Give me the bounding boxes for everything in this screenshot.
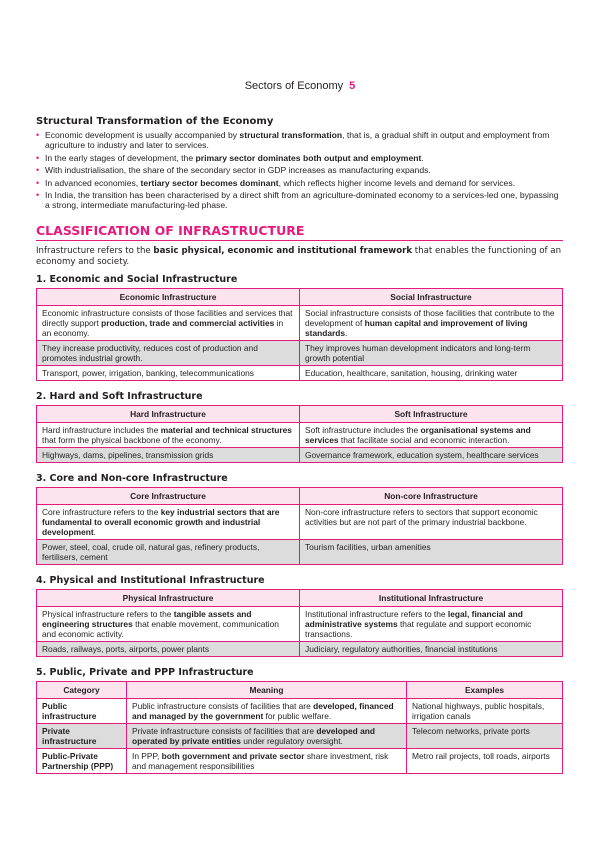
text-run: for public welfare. <box>263 710 332 721</box>
table-cell <box>300 606 563 641</box>
text-run: Public infrastructure consists of facilities that are <box>132 700 314 711</box>
comparison-table <box>36 487 563 565</box>
text-run: . <box>421 152 424 163</box>
text-run: With industrialisation, the share of the secondary sector in GDP increases as manufacturing expands. <box>45 165 431 176</box>
bold-text: tangible assets and engineering structures <box>42 608 252 629</box>
table-cell <box>37 340 300 365</box>
table-cell <box>407 723 563 748</box>
category-cell <box>37 698 127 723</box>
text-run: In the early stages of development, the <box>45 152 196 163</box>
comparison-table <box>36 288 563 381</box>
table-cell <box>300 641 563 656</box>
table-cell <box>300 340 563 365</box>
text-run: . <box>345 327 348 338</box>
column-header: Physical Infrastructure <box>37 589 300 606</box>
text-run: Social infrastructure consists of those facilities that contribute to the development of <box>305 307 555 328</box>
table-row <box>37 539 563 564</box>
table-cell <box>127 748 407 773</box>
text-run: Governance framework, education system, healthcare services <box>305 449 539 460</box>
bullet-item <box>36 153 563 163</box>
table-cell <box>407 748 563 773</box>
text-run: Transport, power, irrigation, banking, telecommunications <box>42 367 254 378</box>
text-run: Economic development is usually accompanied by <box>45 130 240 140</box>
text-run: They increase productivity, reduces cost of production and promotes industrial growth. <box>42 342 258 363</box>
table-cell <box>37 539 300 564</box>
bold-text: key industrial sectors that are fundamental to overall economic growth and industrial development <box>42 506 280 537</box>
table-row <box>37 305 563 340</box>
text-run: Infrastructure refers to the <box>36 245 154 256</box>
text-run: that enables the functioning of an economy and society. <box>36 245 562 268</box>
bold-text: developed and operated by private entities <box>132 725 375 746</box>
bold-text: legal, financial and administrative systems <box>305 608 523 629</box>
structural-bullet-list <box>36 130 563 211</box>
bold-text: developed, financed and managed by the government <box>132 700 394 721</box>
text-run: Education, healthcare, sanitation, housing, drinking water <box>305 367 518 378</box>
table-row <box>37 606 563 641</box>
bullet-item <box>36 165 563 175</box>
ppp-section-title: 5. Public, Private and PPP Infrastructure <box>36 666 254 678</box>
table-row <box>37 504 563 539</box>
section-title: 2. Hard and Soft Infrastructure <box>36 390 203 402</box>
bold-text: human capital and improvement of living standards <box>305 317 528 338</box>
column-header: Core Infrastructure <box>37 487 300 504</box>
classification-heading: CLASSIFICATION OF INFRASTRUCTURE <box>36 223 563 241</box>
classification-intro <box>36 246 563 269</box>
table-row <box>37 698 563 723</box>
column-header: Category <box>37 681 127 698</box>
text-run: under regulatory oversight. <box>240 735 343 746</box>
text-run: Judiciary, regulatory authorities, financial institutions <box>305 643 498 654</box>
table-cell <box>300 422 563 447</box>
table-cell <box>300 365 563 380</box>
table-row <box>37 422 563 447</box>
structural-heading: Structural Transformation of the Economy <box>36 116 274 127</box>
text-run: Core infrastructure refers to the <box>42 506 161 517</box>
table-cell <box>37 365 300 380</box>
text-run: Non-core infrastructure refers to sectors that support economic activities but are not part of the primary industrial backbone. <box>305 506 538 527</box>
text-run: that regulate and support economic transactions. <box>305 618 532 639</box>
table-cell <box>37 504 300 539</box>
table-cell <box>37 641 300 656</box>
table-cell <box>407 698 563 723</box>
chapter-title: Sectors of Economy <box>244 80 344 92</box>
page-header <box>0 80 600 92</box>
text-run: Economic infrastructure consists of those facilities and services that directly support <box>42 307 293 328</box>
bold-text: organisational systems and services <box>305 424 531 445</box>
text-run: National highways, public hospitals, irrigation canals <box>412 700 545 721</box>
bullet-icon: • <box>36 130 40 140</box>
bold-text: structural transformation <box>239 130 343 140</box>
section-title: 4. Physical and Institutional Infrastructure <box>36 574 265 586</box>
text-run: , that is, a gradual shift in output and employment from agriculture to industry and later to services. <box>45 130 550 151</box>
text-run: that enable movement, communication and economic activity. <box>42 618 279 639</box>
table-header-row <box>37 589 563 606</box>
text-run: In India, the transition has been characterised by a direct shift from an agriculture-dominated economy to a services-led one, bypassing a strong, intermediate manufacturing-led phase. <box>45 190 559 211</box>
text-run: They improves human development indicators and long-term growth potential <box>305 342 531 363</box>
bold-text: both government and private sector <box>161 750 305 761</box>
text-run: Institutional infrastructure refers to the <box>305 608 448 619</box>
table-cell <box>300 305 563 340</box>
table-row <box>37 447 563 462</box>
table-row <box>37 340 563 365</box>
text-run: share investment, risk and management responsibilities <box>132 750 389 771</box>
section-title: 1. Economic and Social Infrastructure <box>36 273 238 285</box>
page-content <box>36 116 563 784</box>
column-header: Economic Infrastructure <box>37 288 300 305</box>
table-row <box>37 641 563 656</box>
bold-text: basic physical, economic and institutional framework <box>153 245 413 256</box>
text-run: in an economy. <box>42 317 284 338</box>
category-cell <box>37 748 127 773</box>
text-run: Highways, dams, pipelines, transmission grids <box>42 449 214 460</box>
text-run: Physical infrastructure refers to the <box>42 608 174 619</box>
bold-text: tertiary sector becomes dominant <box>140 177 279 188</box>
table-cell <box>300 504 563 539</box>
table-row <box>37 748 563 773</box>
text-run: Private infrastructure consists of facilities that are <box>132 725 317 736</box>
text-run: Soft infrastructure includes the <box>305 424 421 435</box>
table-cell <box>37 422 300 447</box>
table-cell <box>300 447 563 462</box>
table-header-row <box>37 288 563 305</box>
bold-text: production, trade and commercial activities <box>101 317 275 328</box>
page-number: 5 <box>349 80 356 92</box>
bold-text: primary sector dominates both output and employment <box>195 152 422 163</box>
text-run: Private infrastructure <box>42 725 97 746</box>
column-header: Examples <box>407 681 563 698</box>
column-header: Social Infrastructure <box>300 288 563 305</box>
text-run: , which reflects higher income levels and demand for services. <box>278 177 516 188</box>
comparison-table <box>36 405 563 463</box>
table-row <box>37 365 563 380</box>
table-cell <box>300 539 563 564</box>
text-run: Public-Private Partnership (PPP) <box>42 750 114 771</box>
column-header: Non-core Infrastructure <box>300 487 563 504</box>
bullet-icon: • <box>36 190 40 201</box>
bullet-item <box>36 130 563 151</box>
text-run: Roads, railways, ports, airports, power plants <box>42 643 210 654</box>
bullet-icon: • <box>36 177 40 188</box>
section-title: 3. Core and Non-core Infrastructure <box>36 472 228 484</box>
category-cell <box>37 723 127 748</box>
column-header: Institutional Infrastructure <box>300 589 563 606</box>
infrastructure-sections <box>36 274 563 657</box>
bullet-icon: • <box>36 152 40 163</box>
bullet-icon: • <box>36 165 40 176</box>
table-cell <box>37 606 300 641</box>
column-header: Soft Infrastructure <box>300 405 563 422</box>
text-run: Telecom networks, private ports <box>412 725 530 736</box>
table-header-row <box>37 681 563 698</box>
column-header: Meaning <box>127 681 407 698</box>
table-cell <box>127 723 407 748</box>
text-run: In PPP, <box>132 750 162 761</box>
bullet-item <box>36 178 563 188</box>
text-run: In advanced economies, <box>45 177 141 188</box>
column-header: Hard Infrastructure <box>37 405 300 422</box>
table-cell <box>37 305 300 340</box>
bold-text: material and technical structures <box>160 424 292 435</box>
table-header-row <box>37 487 563 504</box>
table-row <box>37 723 563 748</box>
table-header-row <box>37 405 563 422</box>
bullet-item <box>36 190 563 211</box>
text-run: that form the physical backbone of the economy. <box>42 434 222 445</box>
table-cell <box>37 447 300 462</box>
text-run: Power, steel, coal, crude oil, natural gas, refinery products, fertilisers, cement <box>42 541 260 562</box>
text-run: . <box>93 526 96 537</box>
ppp-table <box>36 681 563 774</box>
comparison-table <box>36 589 563 657</box>
text-run: Metro rail projects, toll roads, airports <box>412 750 550 761</box>
text-run: Public infrastructure <box>42 700 97 721</box>
text-run: Hard infrastructure includes the <box>42 424 161 435</box>
text-run: that facilitate social and economic interaction. <box>338 434 510 445</box>
text-run: Tourism facilities, urban amenities <box>305 541 431 552</box>
table-cell <box>127 698 407 723</box>
